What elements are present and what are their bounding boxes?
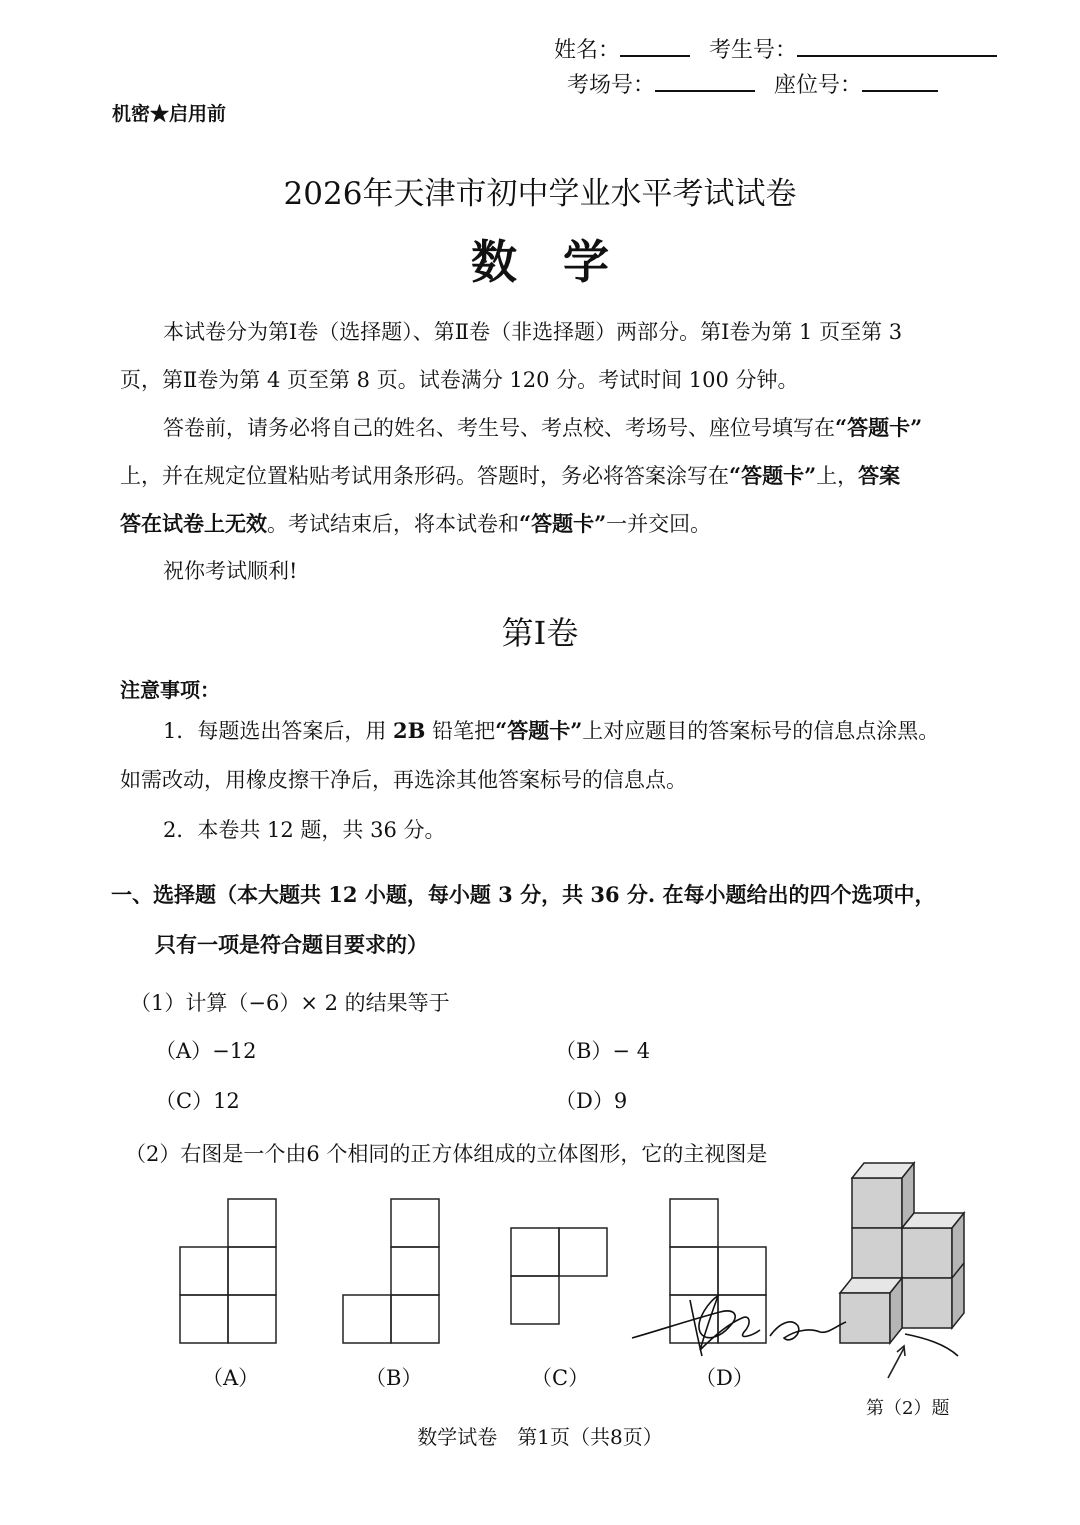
q2-figure-caption: 第（2）题: [866, 1398, 950, 1419]
good-luck-text: 祝你考试顺利!: [163, 559, 298, 583]
exam-no-blank[interactable]: [797, 33, 997, 57]
notice-item-2: 2．本卷共 12 题，共 36 分。: [163, 818, 446, 842]
warning-text: 答案: [858, 463, 901, 488]
name-field-label: [554, 33, 997, 64]
instruction-text: 上，并在规定位置粘贴考试用条形码。答题时，务必将答案涂写在: [120, 464, 729, 488]
exam-no-label: 考生号：: [709, 38, 798, 63]
notice-text: 铅笔把: [425, 719, 496, 743]
notice-text: 上对应题目的答案标号的信息点涂黑。: [582, 719, 940, 743]
section1-heading-line2: 只有一项是符合题目要求的）: [155, 932, 428, 957]
signature-scribble: [632, 1296, 958, 1356]
option-a-grid: [180, 1199, 276, 1343]
q2-label-a: （A）: [202, 1366, 260, 1390]
option-d-grid: [670, 1199, 766, 1343]
pencil-type: 2B: [393, 718, 426, 743]
q1-stem: （1）计算（−6）× 2 的结果等于: [130, 991, 450, 1015]
option-b-grid: [343, 1199, 439, 1343]
q1-option-c: （C）12: [155, 1089, 240, 1113]
cube-stack-figure: [840, 1163, 964, 1343]
q2-label-b: （B）: [365, 1366, 423, 1390]
option-c-grid: [511, 1228, 607, 1324]
instruction-p1-line2: 页，第Ⅱ卷为第 4 页至第 8 页。试卷满分 120 分。考试时间 100 分钟。: [120, 368, 799, 392]
q1-option-b: （B）− 4: [555, 1039, 651, 1063]
q1-option-a: （A）−12: [155, 1039, 257, 1063]
q2-label-c: （C）: [531, 1366, 590, 1390]
instruction-text: 上，: [816, 464, 859, 488]
instruction-text: 答卷前，请务必将自己的姓名、考生号、考点校、考场号、座位号填写在: [163, 416, 835, 440]
room-label: 考场号：: [567, 73, 656, 98]
room-field-label: [567, 68, 938, 99]
answer-card-term: “答题卡”: [729, 463, 817, 488]
section1-heading-line1: 一、选择题（本大题共 12 小题，每小题 3 分，共 36 分. 在每小题给出的四个选项中，: [111, 882, 936, 907]
notice-title: 注意事项：: [120, 678, 220, 702]
instruction-p2-line1: [163, 417, 922, 439]
q2-stem: （2）右图是一个由6 个相同的正方体组成的立体图形，它的主视图是: [125, 1142, 768, 1166]
name-label: 姓名：: [554, 38, 621, 63]
seat-label: 座位号：: [774, 73, 863, 98]
answer-card-term: “答题卡”: [835, 415, 923, 440]
page-footer: 数学试卷 第1页（共8页）: [417, 1425, 663, 1449]
part1-title: 第Ⅰ卷: [501, 614, 579, 652]
subject-title: 数 学: [471, 235, 609, 289]
confidential-mark: 机密★启用前: [112, 103, 227, 125]
q1-option-d: （D）9: [555, 1089, 628, 1113]
room-blank[interactable]: [655, 68, 755, 92]
instruction-p1-line1: 本试卷分为第Ⅰ卷（选择题）、第Ⅱ卷（非选择题）两部分。第Ⅰ卷为第 1 页至第 3: [163, 320, 903, 344]
instruction-text: 一并交回。: [606, 512, 712, 536]
answer-card-term: “答题卡”: [495, 718, 583, 743]
instruction-text: 。考试结束后，将本试卷和: [267, 512, 519, 536]
seat-blank[interactable]: [862, 68, 938, 92]
notice-item-1-line2: 如需改动，用橡皮擦干净后，再选涂其他答案标号的信息点。: [120, 768, 687, 792]
exam-title: 2026年天津市初中学业水平考试试卷: [283, 176, 797, 212]
instruction-p2-line3: [120, 513, 711, 535]
figure-pointer-arrow: [888, 1346, 905, 1378]
name-blank[interactable]: [620, 33, 690, 57]
instruction-p2-line2: [120, 465, 900, 487]
q2-label-d: （D）: [695, 1366, 754, 1390]
notice-text: 1．每题选出答案后，用: [163, 719, 394, 743]
notice-item-1: [163, 720, 939, 742]
warning-text: 答在试卷上无效: [120, 511, 267, 536]
answer-card-term: “答题卡”: [519, 511, 607, 536]
